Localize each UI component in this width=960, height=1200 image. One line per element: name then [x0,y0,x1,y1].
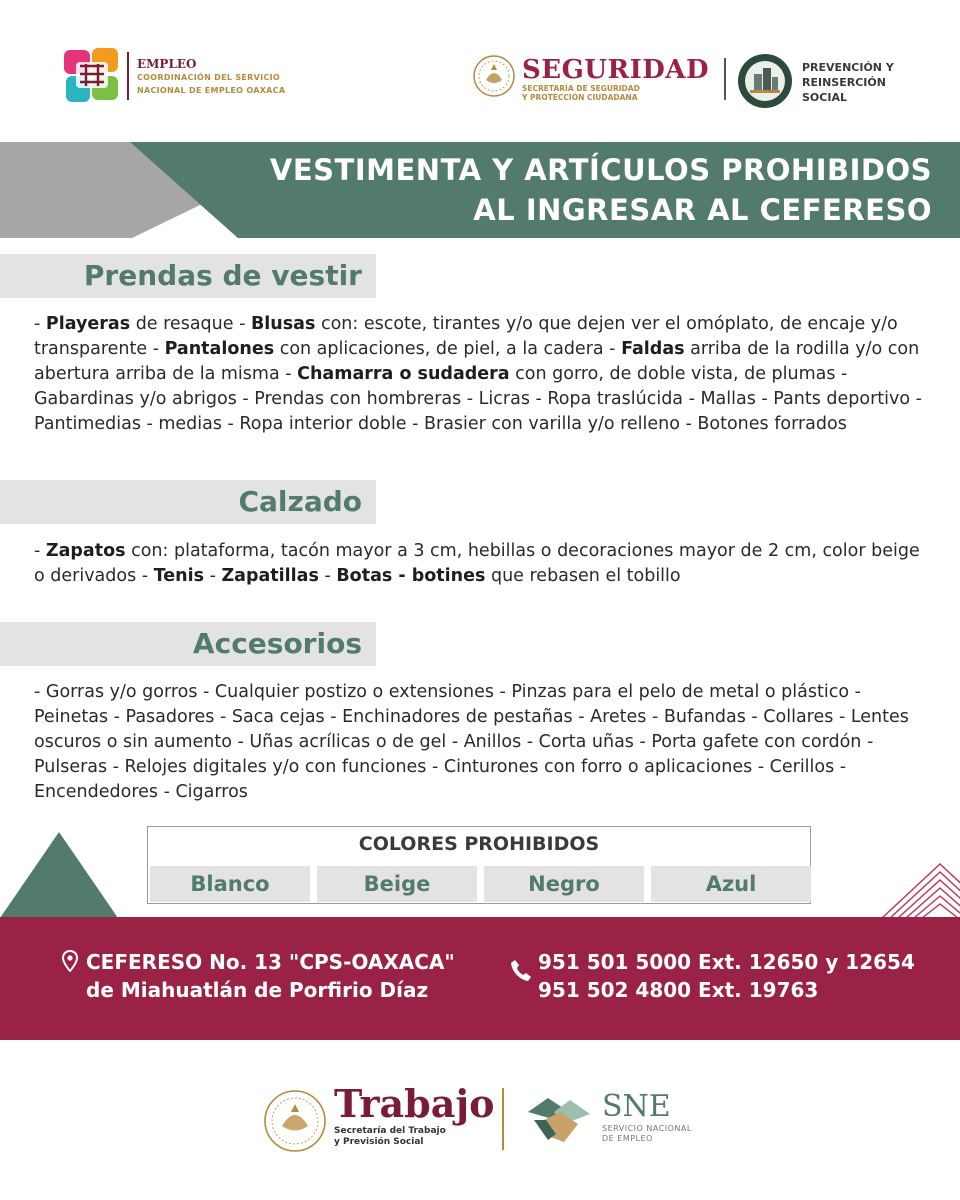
bold-item: Zapatos [45,541,126,561]
phone-line1: 951 501 5000 Ext. 12650 y 12654 [538,950,915,974]
empleo-subtitle-line2: NACIONAL DE EMPLEO OAXACA [137,86,286,95]
trabajo-text-block [334,1082,494,1148]
text-run: - [34,541,46,561]
phone-line2: 951 502 4800 Ext. 19763 [538,978,819,1002]
text-run: arriba de la rodilla y/o con abertura arriba de la misma - [34,339,920,384]
text-run: con gorro, de doble vista, de plumas - Gabardinas y/o abrigos - Prendas con hombreras - Licras - Ropa traslúcida - Mallas - Pants deportivo - Pantimedias - medias - Ropa interior doble - Brasier con varilla y/o relleno - Botones forrados [34,364,922,434]
section-heading-accesorios: Accesorios [192,627,362,660]
section-body-prendas [34,312,930,437]
national-seal-icon [472,52,516,100]
text-run: - Gorras y/o gorros - Cualquier postizo o extensiones - Pinzas para el pelo de metal o plástico - Peinetas - Pasadores - Saca cejas - Enchinadores de pestañas - Aretes - Bufandas - Collares - Lentes oscuros o sin aumento - Uñas acrílicas o de gel - Anillos - Corta uñas - Porta gafete con cordón - Pulseras - Relojes digitales y/o con funciones - Cinturones con forro o aplicaciones - Cerillos - Encendedores - Cigarros [34,682,909,802]
sne-title: SNE [602,1089,671,1124]
page-title-line1: VESTIMENTA Y ARTÍCULOS PROHIBIDOS [269,153,932,187]
text-run: - [34,314,46,334]
decorative-chevron-pattern [880,858,960,918]
sne-handshake-icon [526,1090,592,1150]
location-pin-icon [62,950,78,972]
trabajo-divider [502,1088,504,1150]
sne-text-block [602,1090,692,1144]
seguridad-text-block [522,56,709,102]
section-heading-calzado: Calzado [238,485,362,518]
prevencion-line1: PREVENCIÓN Y [802,61,894,74]
empleo-text-block [137,58,285,97]
color-cell-negro: Negro [484,866,644,902]
prohibited-colors-title: COLORES PROHIBIDOS [358,833,600,855]
empleo-subtitle-line1: COORDINACIÓN DEL SERVICIO [137,73,280,82]
section-body-accesorios [34,680,930,805]
trabajo-subtitle-line2: y Previsión Social [334,1137,424,1147]
section-header-accesorios [0,622,376,666]
section-header-calzado [0,480,376,524]
seguridad-subtitle-line2: Y PROTECCIÓN CIUDADANA [522,93,638,102]
prevencion-text-block [802,60,894,105]
bold-item: Tenis [153,566,205,586]
bold-item: Playeras [45,314,131,334]
text-run: con aplicaciones, de piel, a la cadera - [274,339,622,359]
bold-item: Botas - botines [336,566,486,586]
page-title [270,150,932,230]
trabajo-title: Trabajo [334,1081,495,1126]
bold-item: Zapatillas [221,566,319,586]
phone-icon [510,958,532,982]
address-line2: de Miahuatlán de Porfirio Díaz [86,978,429,1002]
prevencion-seal-icon [736,52,794,110]
text-run: - [204,566,222,586]
address-block [86,948,455,1004]
text-run: de resaque - [130,314,251,334]
seguridad-divider [724,58,726,100]
sne-subtitle-line1: SERVICIO NACIONAL [602,1124,692,1133]
color-cell-beige: Beige [317,866,477,902]
empleo-title: EMPLEO [137,57,197,71]
section-body-calzado [34,539,930,589]
text-run: - [318,566,337,586]
color-cell-azul: Azul [651,866,811,902]
bold-item: Pantalones [164,339,275,359]
trabajo-seal-icon [262,1088,328,1154]
sne-subtitle-line2: DE EMPLEO [602,1134,653,1143]
text-run: con: escote, tirantes y/o que dejen ver el omóplato, de encaje y/o transparente - [34,314,898,359]
bold-item: Faldas [621,339,685,359]
text-run: que rebasen el tobillo [485,566,681,586]
bold-item: Chamarra o sudadera [297,364,510,384]
seguridad-title: SEGURIDAD [522,55,710,85]
empleo-logo-icon [62,46,122,104]
section-header-prendas [0,254,376,298]
phone-numbers-block [538,948,915,1004]
seguridad-subtitle-line1: SECRETARÍA DE SEGURIDAD [522,84,640,93]
text-run: con: plataforma, tacón mayor a 3 cm, hebillas o decoraciones mayor de 2 cm, color beige o derivados - [34,541,920,586]
empleo-divider [127,52,129,100]
prevencion-line2: REINSERCIÓN [802,76,886,89]
bold-item: Blusas [250,314,316,334]
decorative-green-triangle [0,832,118,918]
trabajo-subtitle-line1: Secretaría del Trabajo [334,1126,446,1136]
prevencion-line3: SOCIAL [802,91,847,104]
address-line1: CEFERESO No. 13 "CPS-OAXACA" [86,950,455,974]
color-cell-blanco: Blanco [150,866,310,902]
section-heading-prendas: Prendas de vestir [83,259,362,292]
page-title-line2: AL INGRESAR AL CEFERESO [473,193,932,227]
